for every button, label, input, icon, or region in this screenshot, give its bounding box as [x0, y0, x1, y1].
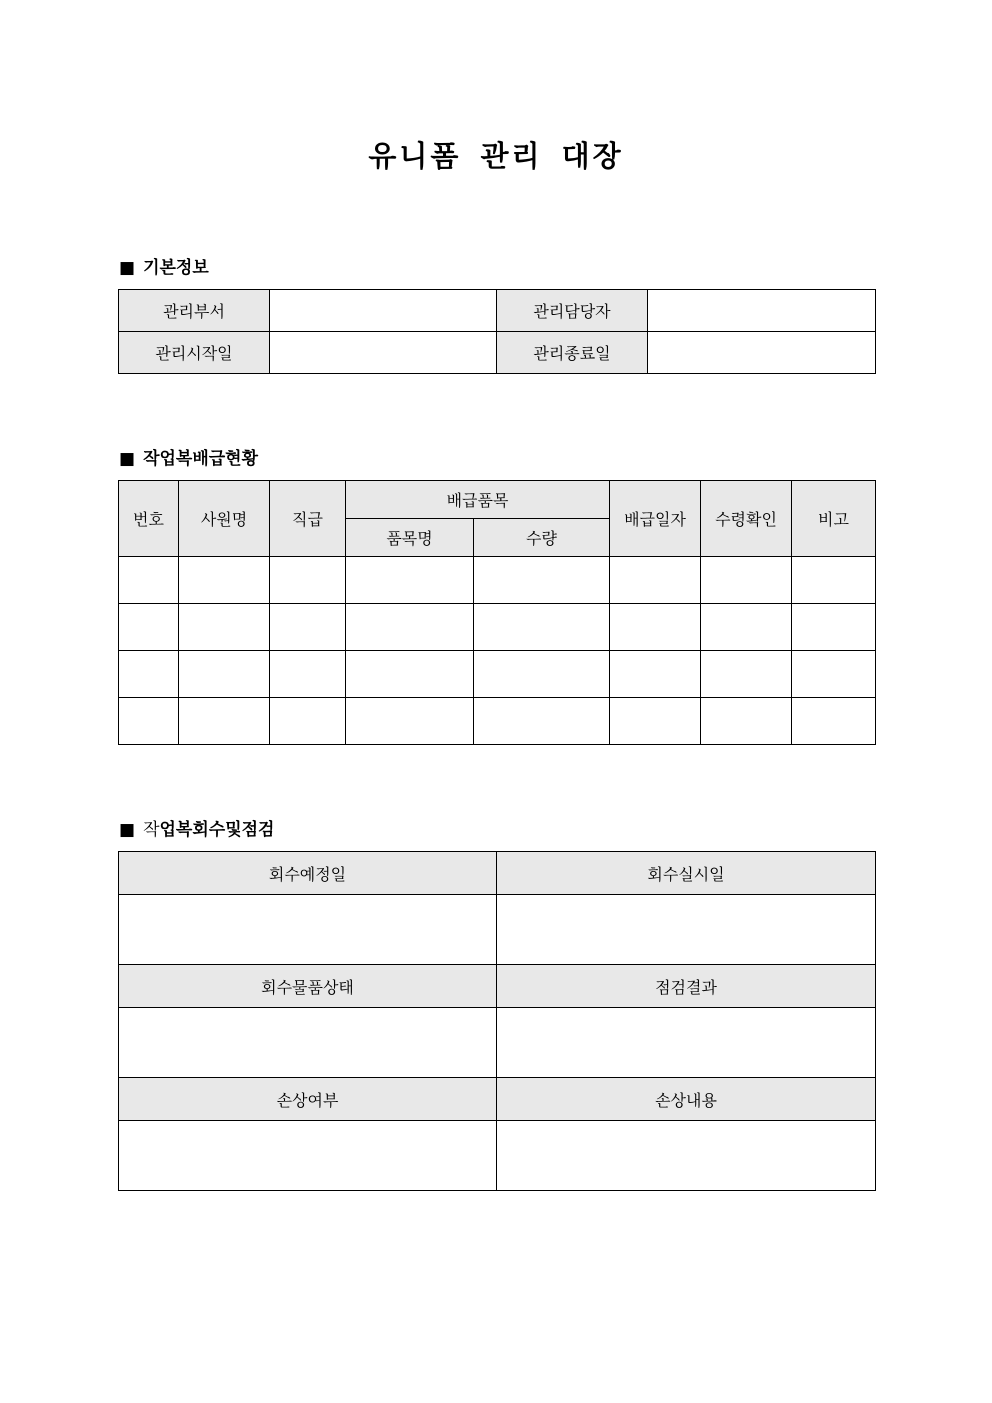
table-row	[119, 1121, 876, 1191]
inspection-result-label: 점검결과	[497, 965, 876, 1008]
start-date-label: 관리시작일	[119, 332, 270, 374]
col-header-receipt: 수령확인	[701, 481, 792, 557]
return-section-title	[119, 815, 274, 840]
cell-date[interactable]	[610, 604, 701, 651]
end-date-field[interactable]	[648, 332, 876, 374]
cell-item-name[interactable]	[346, 604, 474, 651]
cell-remarks[interactable]	[792, 557, 876, 604]
col-header-quantity: 수량	[474, 519, 610, 557]
table-row	[119, 1008, 876, 1078]
table-header-row	[119, 481, 876, 519]
cell-employee[interactable]	[179, 698, 270, 745]
table-row	[119, 290, 876, 332]
return-inspection-table	[118, 851, 876, 1191]
cell-rank[interactable]	[270, 604, 346, 651]
table-row	[119, 332, 876, 374]
basic-info-table	[118, 289, 876, 374]
cell-date[interactable]	[610, 557, 701, 604]
table-header-row	[119, 965, 876, 1008]
table-row	[119, 698, 876, 745]
cell-item-name[interactable]	[346, 651, 474, 698]
square-bullet-icon: ■	[119, 449, 136, 469]
col-header-item-name: 품목명	[346, 519, 474, 557]
col-header-date: 배급일자	[610, 481, 701, 557]
cell-item-name[interactable]	[346, 557, 474, 604]
end-date-label: 관리종료일	[497, 332, 648, 374]
page-title: 유니폼 관리 대장	[368, 139, 624, 173]
basic-section-label: 기본정보	[143, 258, 209, 278]
start-date-field[interactable]	[270, 332, 497, 374]
manager-label: 관리담당자	[497, 290, 648, 332]
cell-date[interactable]	[610, 651, 701, 698]
damage-detail-label: 손상내용	[497, 1078, 876, 1121]
manager-field[interactable]	[648, 290, 876, 332]
cell-receipt[interactable]	[701, 698, 792, 745]
cell-rank[interactable]	[270, 651, 346, 698]
distribution-section-title	[119, 444, 258, 469]
col-header-items: 배급품목	[346, 481, 610, 519]
table-row	[119, 557, 876, 604]
inspection-result-field[interactable]	[497, 1008, 876, 1078]
cell-item-name[interactable]	[346, 698, 474, 745]
cell-quantity[interactable]	[474, 698, 610, 745]
actual-return-field[interactable]	[497, 895, 876, 965]
table-header-row	[119, 1078, 876, 1121]
cell-quantity[interactable]	[474, 557, 610, 604]
dept-field[interactable]	[270, 290, 497, 332]
table-row	[119, 895, 876, 965]
cell-no[interactable]	[119, 557, 179, 604]
square-bullet-icon: ■	[119, 258, 136, 278]
basic-section-title	[119, 253, 209, 278]
distribution-section-label: 작업복배급현황	[143, 449, 259, 469]
cell-rank[interactable]	[270, 698, 346, 745]
cell-no[interactable]	[119, 698, 179, 745]
cell-quantity[interactable]	[474, 651, 610, 698]
col-header-remarks: 비고	[792, 481, 876, 557]
col-header-rank: 직급	[270, 481, 346, 557]
cell-employee[interactable]	[179, 651, 270, 698]
actual-return-label: 회수실시일	[497, 852, 876, 895]
cell-receipt[interactable]	[701, 604, 792, 651]
cell-remarks[interactable]	[792, 651, 876, 698]
cell-remarks[interactable]	[792, 698, 876, 745]
table-header-row	[119, 852, 876, 895]
planned-return-label: 회수예정일	[119, 852, 497, 895]
cell-date[interactable]	[610, 698, 701, 745]
cell-receipt[interactable]	[701, 557, 792, 604]
table-row	[119, 604, 876, 651]
return-section-label-rest: 업복회수및점검	[159, 820, 275, 840]
return-section-label-first: 작	[143, 820, 160, 840]
distribution-table	[118, 480, 876, 745]
cell-receipt[interactable]	[701, 651, 792, 698]
cell-no[interactable]	[119, 604, 179, 651]
damage-status-label: 손상여부	[119, 1078, 497, 1121]
table-row	[119, 651, 876, 698]
item-condition-field[interactable]	[119, 1008, 497, 1078]
col-header-no: 번호	[119, 481, 179, 557]
dept-label: 관리부서	[119, 290, 270, 332]
planned-return-field[interactable]	[119, 895, 497, 965]
square-bullet-icon: ■	[119, 820, 136, 840]
cell-employee[interactable]	[179, 557, 270, 604]
cell-rank[interactable]	[270, 557, 346, 604]
cell-employee[interactable]	[179, 604, 270, 651]
damage-detail-field[interactable]	[497, 1121, 876, 1191]
damage-status-field[interactable]	[119, 1121, 497, 1191]
cell-quantity[interactable]	[474, 604, 610, 651]
cell-remarks[interactable]	[792, 604, 876, 651]
cell-no[interactable]	[119, 651, 179, 698]
col-header-employee: 사원명	[179, 481, 270, 557]
item-condition-label: 회수물품상태	[119, 965, 497, 1008]
